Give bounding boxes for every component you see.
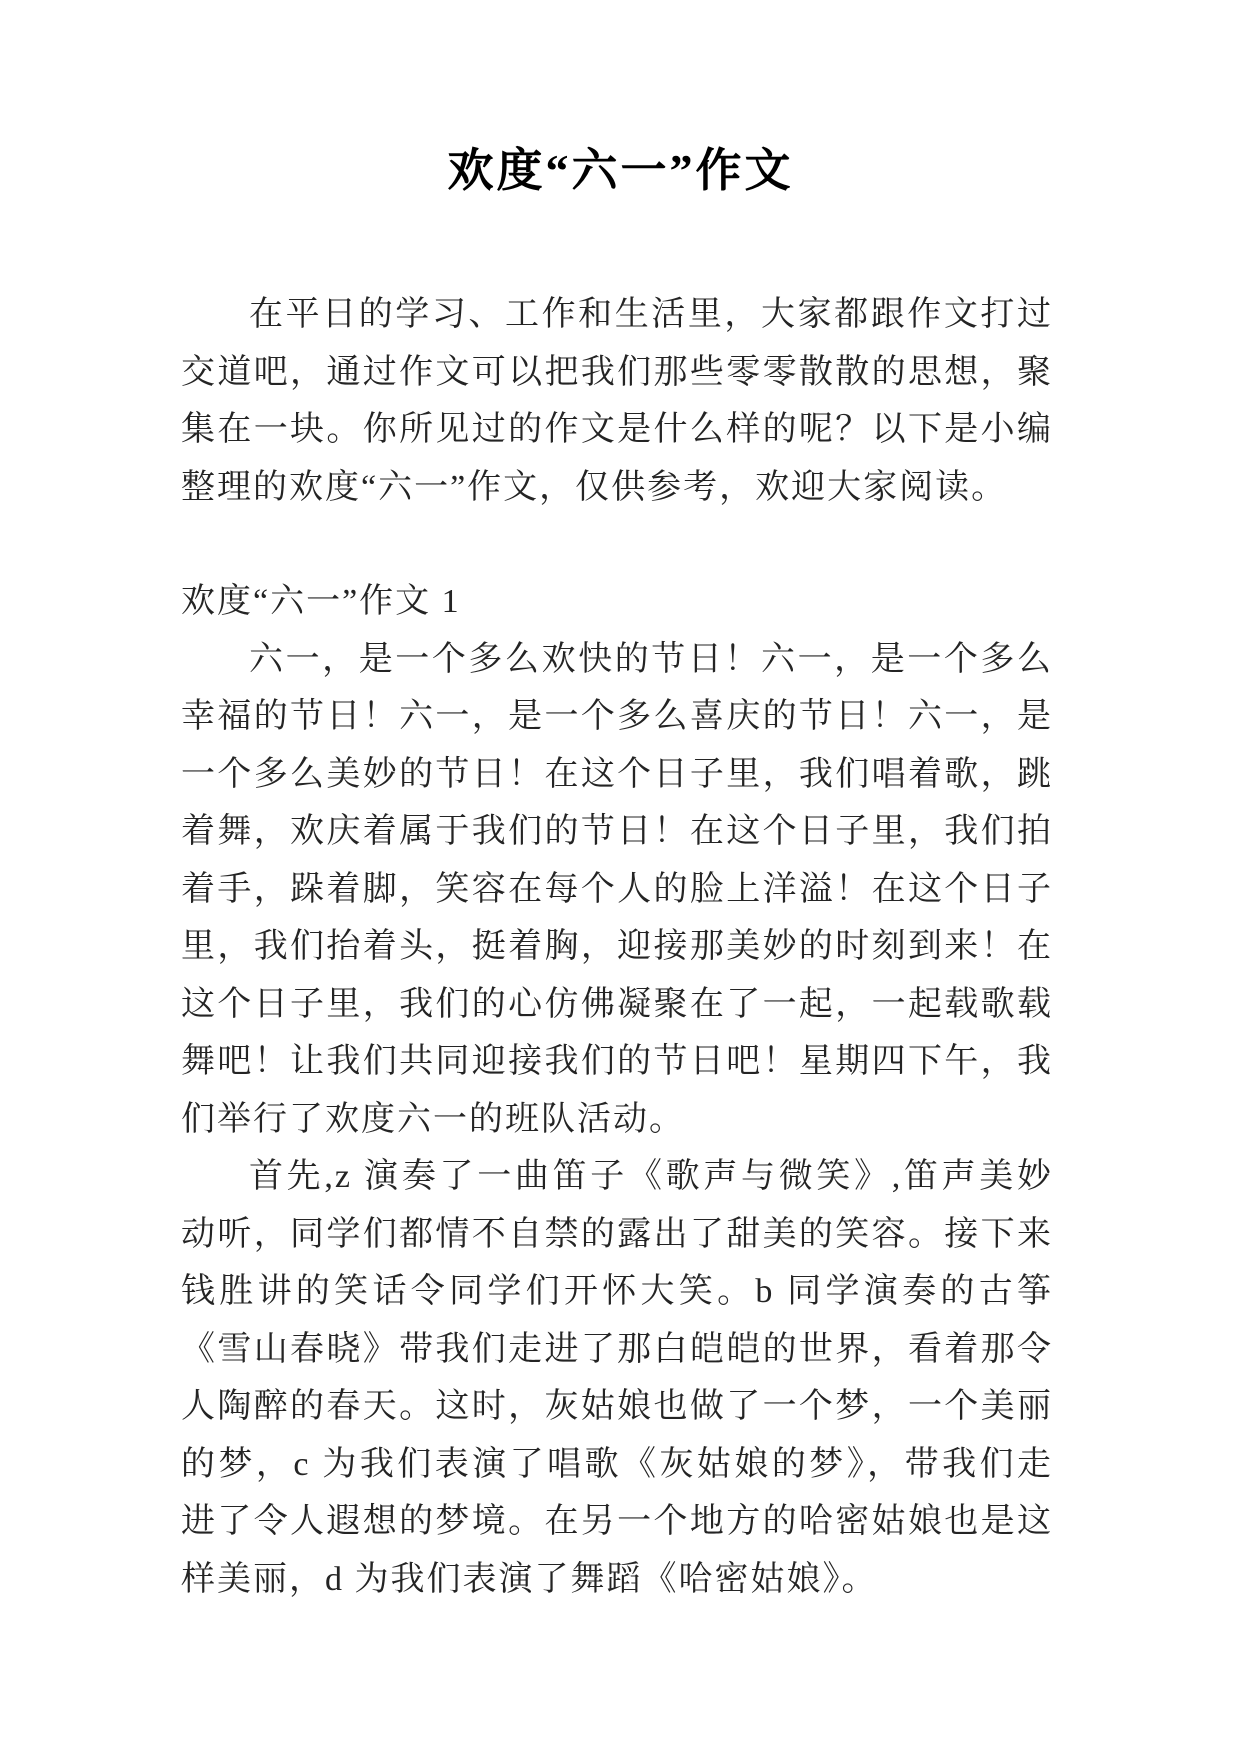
essay-paragraph-1: 六一，是一个多么欢快的节日！六一，是一个多么幸福的节日！六一，是一个多么喜庆的节日！六一，是一个多么美妙的节日！在这个日子里，我们唱着歌，跳着舞，欢庆着属于我们的节日！在这个日子里，我们拍着手，跺着脚，笑容在每个人的脸上洋溢！在这个日子里，我们抬着头，挺着胸，迎接那美妙的时刻到来！在这个日子里，我们的心仿佛凝聚在了一起，一起载歌载舞吧！让我们共同迎接我们的节日吧！星期四下午，我们举行了欢度六一的班队活动。 bbox=[181, 640, 1053, 1138]
document-body bbox=[181, 286, 1053, 1608]
document-title: 欢度“六一”作文 bbox=[447, 145, 794, 196]
essay-paragraph-2: 首先,z 演奏了一曲笛子《歌声与微笑》,笛声美妙动听，同学们都情不自禁的露出了甜美的笑容。接下来钱胜讲的笑话令同学们开怀大笑。b 同学演奏的古筝《雪山春晓》带我们走进了那白皑皑的世界，看着那令人陶醉的春天。这时，灰姑娘也做了一个梦，一个美丽的梦，c 为我们表演了唱歌《灰姑娘的梦》，带我们走进了令人遐想的梦境。在另一个地方的哈密姑娘也是这样美丽，d 为我们表演了舞蹈《哈密姑娘》。 bbox=[181, 1158, 1053, 1598]
intro-paragraph: 在平日的学习、工作和生活里，大家都跟作文打过交道吧，通过作文可以把我们那些零零散散的思想，聚集在一块。你所见过的作文是什么样的呢？以下是小编整理的欢度“六一”作文，仅供参考，欢迎大家阅读。 bbox=[181, 296, 1053, 506]
section-heading: 欢度“六一”作文 1 bbox=[181, 583, 461, 620]
